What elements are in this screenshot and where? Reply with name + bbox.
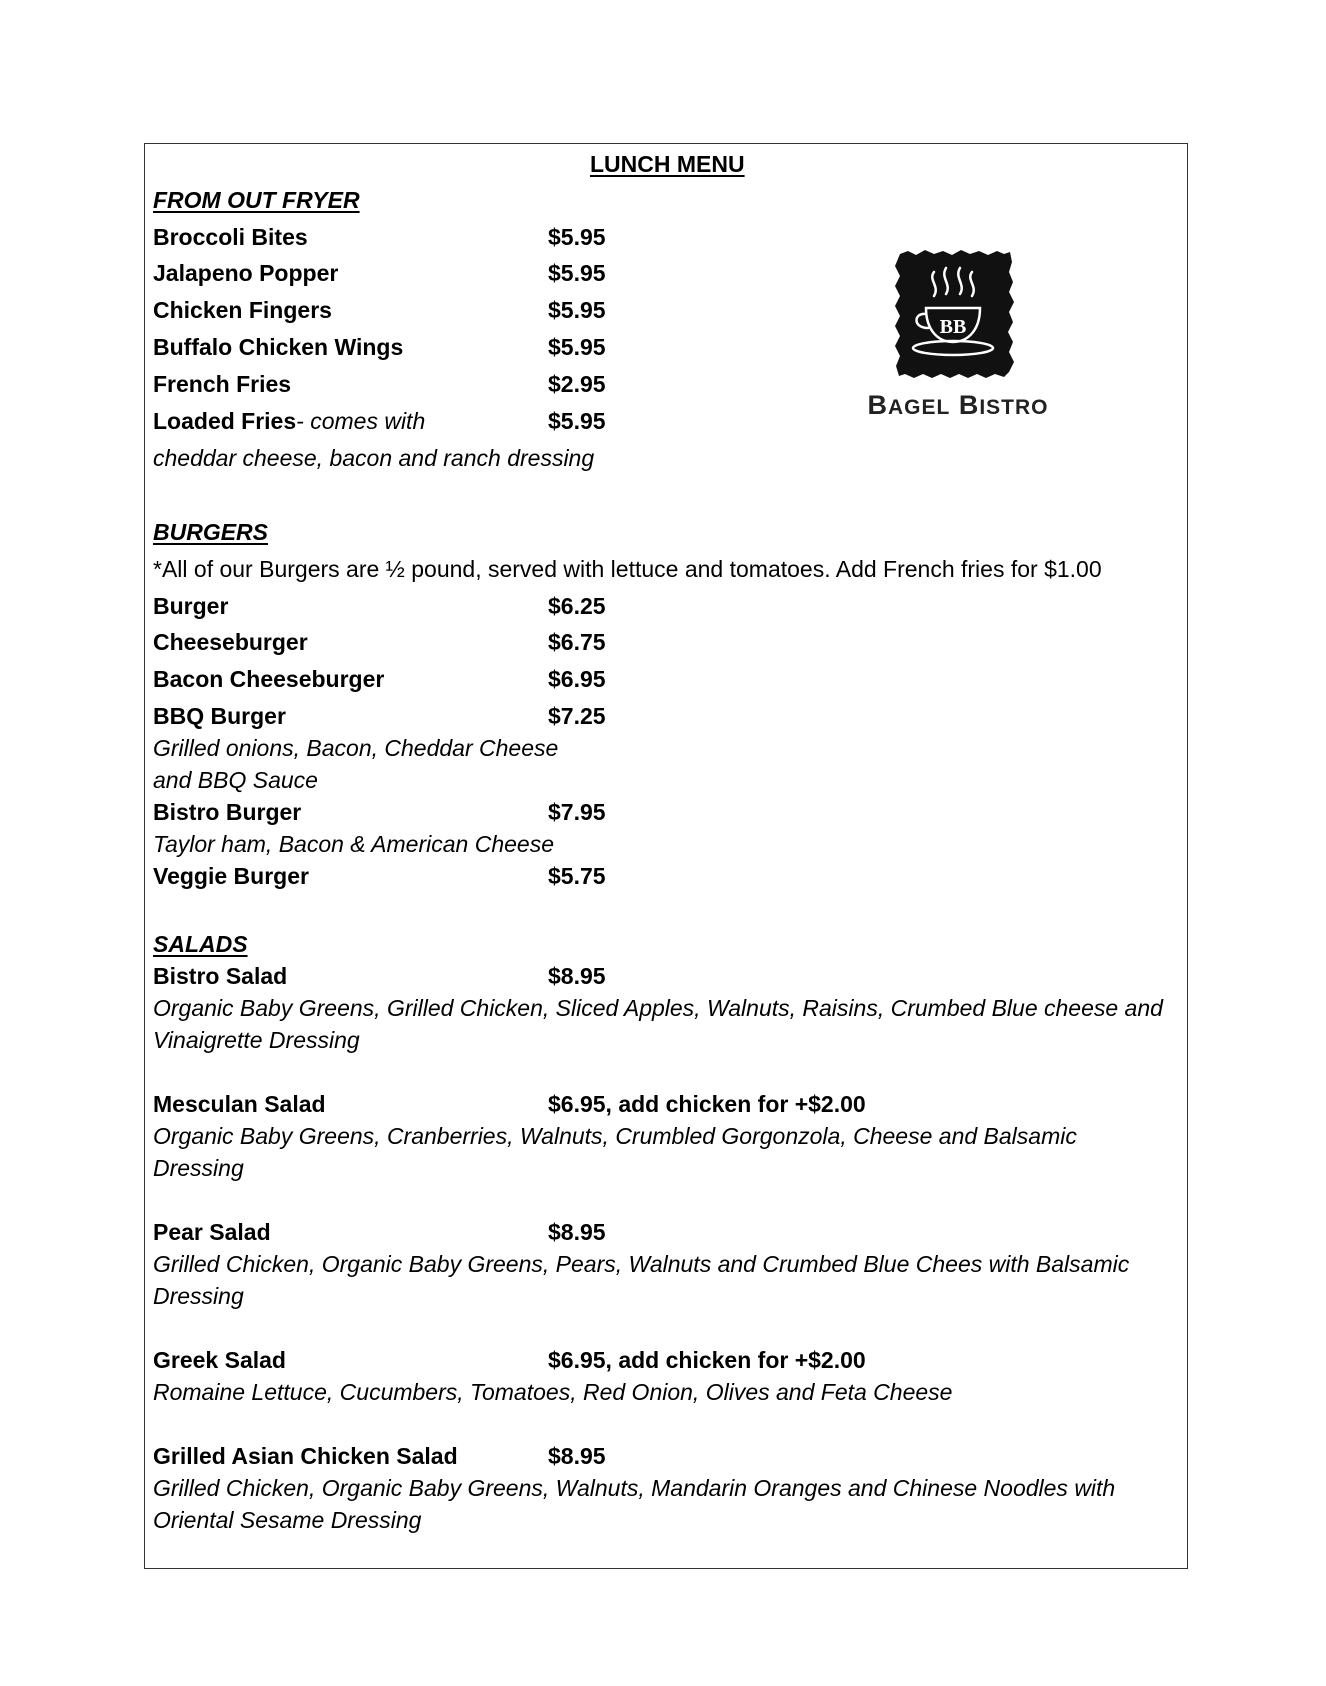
item-price: $5.95	[548, 224, 606, 250]
item-name: Buffalo Chicken Wings	[153, 334, 404, 360]
page-title: LUNCH MENU	[590, 151, 745, 177]
item-price: $5.75	[548, 863, 606, 889]
item-name: BBQ Burger	[153, 703, 286, 729]
item-price: $7.25	[548, 703, 606, 729]
item-name: Veggie Burger	[153, 863, 309, 889]
item-price: $7.95	[548, 799, 606, 825]
item-description: Oriental Sesame Dressing	[153, 1507, 422, 1533]
item-price: $8.95	[548, 1219, 606, 1245]
item-price: $6.95, add chicken for +$2.00	[548, 1091, 866, 1117]
item-name: Pear Salad	[153, 1219, 271, 1245]
item-price: $6.95, add chicken for +$2.00	[548, 1347, 866, 1373]
item-description: Romaine Lettuce, Cucumbers, Tomatoes, Red Onion, Olives and Feta Cheese	[153, 1379, 953, 1405]
item-description: Organic Baby Greens, Cranberries, Walnuts, Crumbled Gorgonzola, Cheese and Balsamic	[153, 1123, 1077, 1149]
item-name: Bistro Burger	[153, 799, 302, 825]
item-name: Burger	[153, 593, 229, 619]
item-price: $5.95	[548, 297, 606, 323]
item-price: $6.75	[548, 629, 606, 655]
item-name: Grilled Asian Chicken Salad	[153, 1443, 458, 1469]
coffee-cup-icon	[828, 250, 1088, 380]
item-description: Grilled onions, Bacon, Cheddar Cheese	[153, 735, 559, 761]
section-heading-fryer: FROM OUT FRYER	[153, 187, 360, 213]
item-name: Mesculan Salad	[153, 1091, 326, 1117]
section-note: *All of our Burgers are ½ pound, served with lettuce and tomatoes. Add French fries for $1.00	[153, 556, 1102, 582]
item-name: Greek Salad	[153, 1347, 286, 1373]
item-name: French Fries	[153, 371, 292, 397]
item-price: $2.95	[548, 371, 606, 397]
item-description: Taylor ham, Bacon & American Cheese	[153, 831, 554, 857]
section-heading-burgers: BURGERS	[153, 519, 269, 545]
item-price: $6.25	[548, 593, 606, 619]
item-price: $5.95	[548, 334, 606, 360]
bagel-bistro-logo	[828, 250, 1088, 430]
item-description: Vinaigrette Dressing	[153, 1027, 360, 1053]
item-description: and BBQ Sauce	[153, 767, 318, 793]
item-price: $5.95	[548, 260, 606, 286]
item-description: Dressing	[153, 1283, 244, 1309]
item-name-with-note: Loaded Fries- comes with	[153, 408, 426, 434]
item-price: $8.95	[548, 1443, 606, 1469]
item-price: $5.95	[548, 408, 606, 434]
section-heading-salads: SALADS	[153, 931, 248, 957]
item-name: Bistro Salad	[153, 963, 288, 989]
logo-wordmark: BAGEL BISTRO	[867, 390, 1049, 420]
item-price: $6.95	[548, 666, 606, 692]
item-description: cheddar cheese, bacon and ranch dressing	[153, 445, 595, 471]
item-description: Dressing	[153, 1155, 244, 1181]
item-name: Jalapeno Popper	[153, 260, 339, 286]
item-price: $8.95	[548, 963, 606, 989]
item-name: Broccoli Bites	[153, 224, 308, 250]
svg-text:BB: BB	[939, 316, 967, 338]
item-name: Bacon Cheeseburger	[153, 666, 385, 692]
item-name: Cheeseburger	[153, 629, 308, 655]
item-description: Organic Baby Greens, Grilled Chicken, Sliced Apples, Walnuts, Raisins, Crumbed Blue cheese and	[153, 995, 1163, 1021]
item-description: Grilled Chicken, Organic Baby Greens, Walnuts, Mandarin Oranges and Chinese Noodles with	[153, 1475, 1116, 1501]
item-description: Grilled Chicken, Organic Baby Greens, Pears, Walnuts and Crumbed Blue Chees with Balsamic	[153, 1251, 1130, 1277]
item-name: Chicken Fingers	[153, 297, 332, 323]
